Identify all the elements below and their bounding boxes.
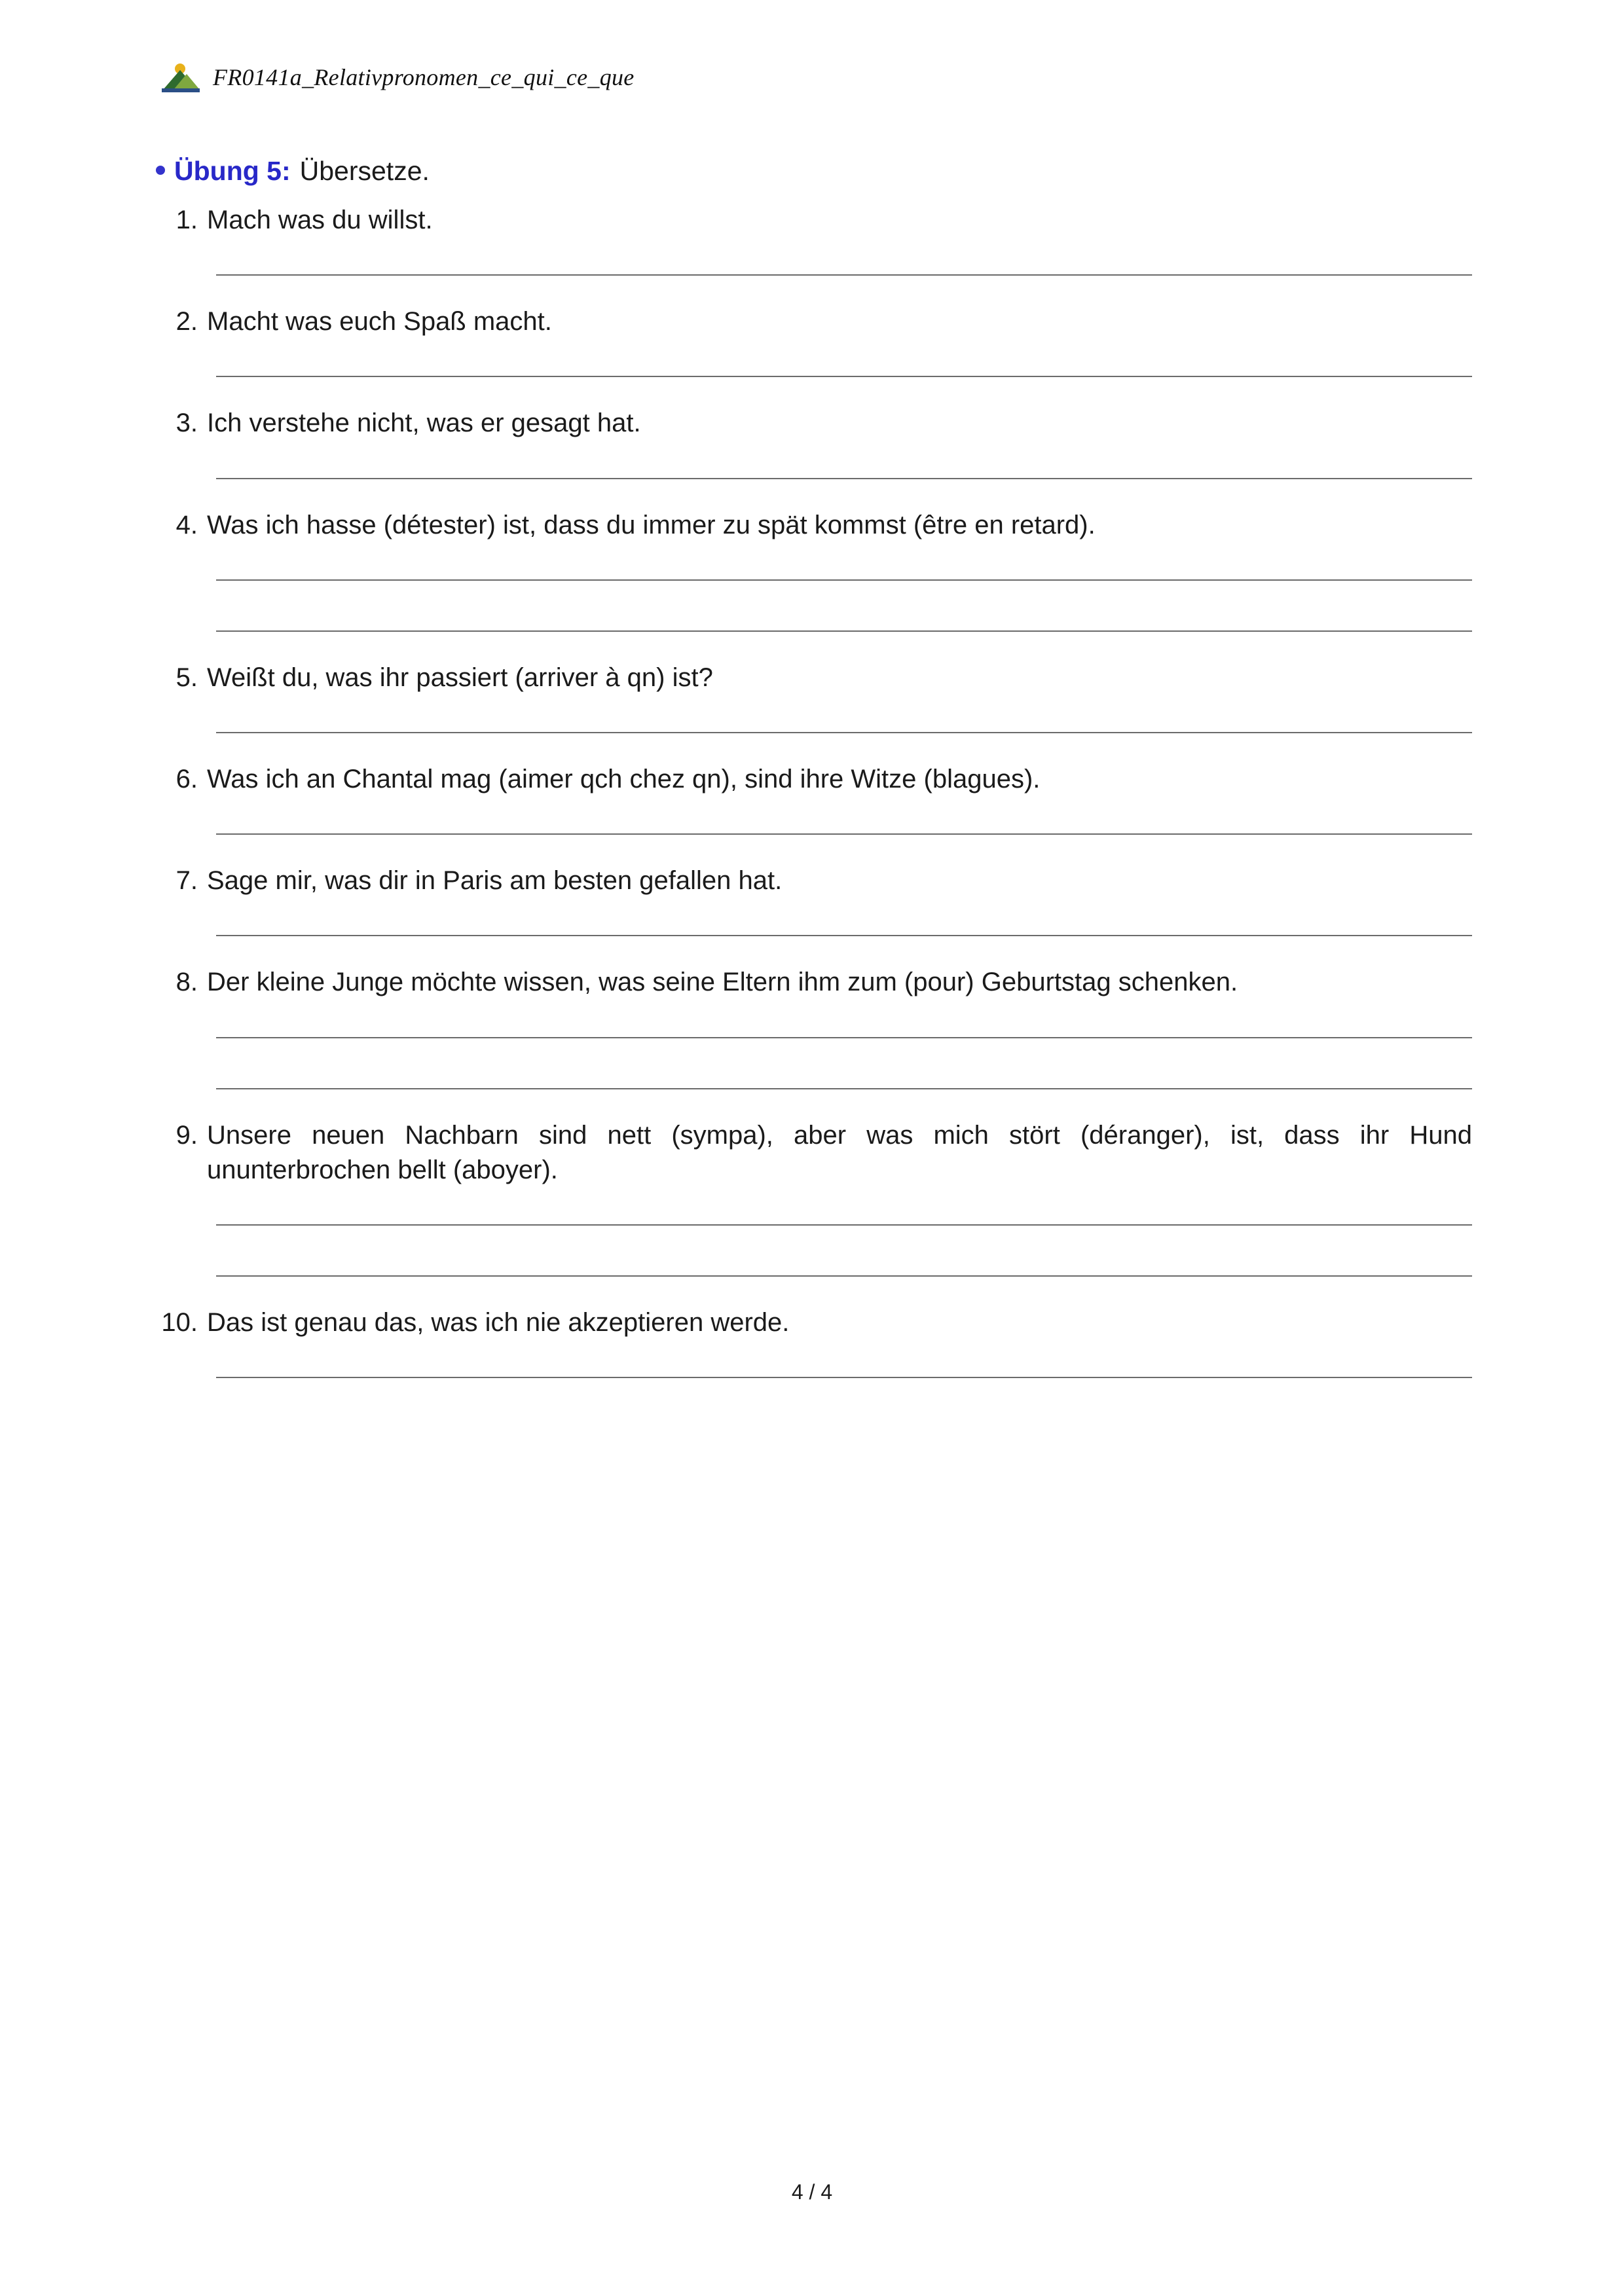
exercise-item-row — [156, 406, 1472, 441]
answer-line[interactable] — [216, 274, 1472, 276]
item-sentence: Ich verstehe nicht, was er gesagt hat. — [207, 409, 641, 438]
exercise-item-row — [156, 965, 1472, 1000]
item-sentence: Was ich hasse (détester) ist, dass du immer zu spät kommst (être en retard). — [207, 510, 1096, 539]
document-title: FR0141a_Relativpronomen_ce_qui_ce_que — [213, 64, 635, 90]
exercise-item — [156, 406, 1472, 479]
exercise-item — [156, 304, 1472, 377]
exercise-item-row — [156, 762, 1472, 797]
exercise-item-row — [156, 661, 1472, 695]
answer-line[interactable] — [216, 1377, 1472, 1378]
exercise-item-row — [156, 304, 1472, 339]
answer-line[interactable] — [216, 478, 1472, 479]
answer-line[interactable] — [216, 935, 1472, 936]
item-number: 3. — [175, 409, 198, 438]
exercise-item-row — [156, 864, 1472, 898]
answer-area[interactable] — [216, 478, 1472, 479]
answer-area[interactable] — [216, 274, 1472, 276]
answer-line[interactable] — [216, 1224, 1472, 1226]
exercise-item — [156, 1118, 1472, 1277]
item-sentence: Mach was du willst. — [207, 206, 433, 234]
exercise-label: Übung 5: — [174, 156, 291, 186]
item-number: 7. — [175, 866, 198, 896]
answer-area[interactable] — [216, 935, 1472, 936]
answer-line[interactable] — [216, 376, 1472, 377]
answer-area[interactable] — [216, 579, 1472, 632]
answer-line[interactable] — [216, 732, 1472, 733]
mountain-logo-icon — [160, 62, 201, 92]
item-number: 2. — [175, 307, 198, 337]
bullet-dot-icon — [156, 166, 165, 175]
item-sentence: Was ich an Chantal mag (aimer qch chez qn), sind ihre Witze (blagues). — [207, 764, 1041, 793]
exercise-item — [156, 203, 1472, 276]
answer-area[interactable] — [216, 1037, 1472, 1089]
answer-area[interactable] — [216, 376, 1472, 377]
answer-area[interactable] — [216, 1224, 1472, 1277]
exercise-item-row — [156, 203, 1472, 238]
item-number: 8. — [175, 968, 198, 997]
document-header — [160, 62, 635, 92]
item-number: 4. — [175, 510, 198, 539]
item-sentence: Das ist genau das, was ich nie akzeptieren werde. — [207, 1307, 790, 1337]
exercise-item — [156, 661, 1472, 733]
page-footer: 4 / 4 — [791, 2180, 833, 2204]
item-number: 1. — [175, 206, 198, 234]
item-number: 9. — [175, 1120, 198, 1150]
answer-line[interactable] — [216, 1088, 1472, 1089]
answer-area[interactable] — [216, 732, 1472, 733]
answer-line[interactable] — [216, 1275, 1472, 1277]
item-sentence: Unsere neuen Nachbarn sind nett (sympa), aber was mich stört (déranger), ist, dass ihr Hund ununterbrochen bellt (aboyer). — [207, 1120, 1472, 1184]
answer-area[interactable] — [216, 1377, 1472, 1378]
exercise-item — [156, 762, 1472, 835]
item-number: 10. — [161, 1307, 198, 1337]
exercise-item-list — [156, 203, 1472, 1407]
item-number: 6. — [175, 764, 198, 793]
item-sentence: Der kleine Junge möchte wissen, was seine Eltern ihm zum (pour) Geburtstag schenken. — [207, 968, 1238, 997]
exercise-heading — [156, 156, 430, 187]
answer-line[interactable] — [216, 1037, 1472, 1038]
answer-area[interactable] — [216, 833, 1472, 835]
exercise-item-row — [156, 1118, 1472, 1188]
exercise-instruction: Übersetze. — [299, 156, 430, 186]
item-sentence: Weißt du, was ihr passiert (arriver à qn) ist? — [207, 663, 713, 692]
exercise-item — [156, 864, 1472, 936]
exercise-item-row — [156, 508, 1472, 543]
item-sentence: Sage mir, was dir in Paris am besten gefallen hat. — [207, 866, 783, 896]
answer-line[interactable] — [216, 833, 1472, 835]
answer-line[interactable] — [216, 630, 1472, 632]
exercise-item — [156, 965, 1472, 1089]
exercise-item-row — [156, 1305, 1472, 1340]
item-number: 5. — [175, 663, 198, 692]
exercise-item — [156, 1305, 1472, 1378]
item-sentence: Macht was euch Spaß macht. — [207, 307, 552, 337]
exercise-item — [156, 508, 1472, 632]
answer-line[interactable] — [216, 579, 1472, 581]
